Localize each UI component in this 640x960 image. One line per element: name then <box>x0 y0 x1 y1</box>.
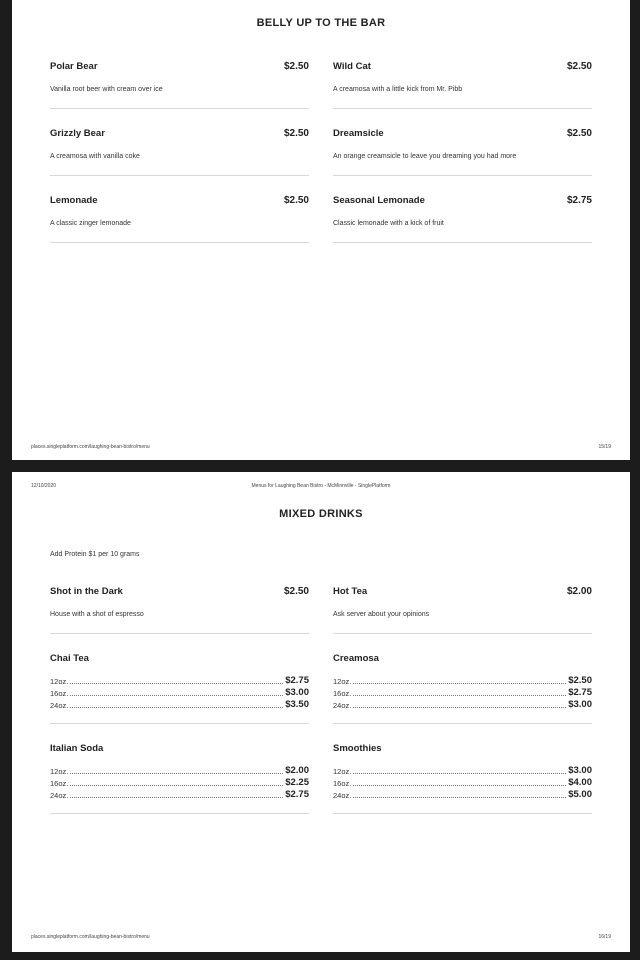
item-description: Classic lemonade with a kick of fruit <box>333 220 444 227</box>
dot-leader <box>70 707 283 708</box>
footer-url: places.singleplatform.com/laughing-bean-bistro/menu <box>31 444 150 450</box>
item-price: $2.75 <box>566 195 592 206</box>
divider <box>50 175 309 176</box>
divider <box>50 723 309 724</box>
sized-menu-item <box>50 653 309 727</box>
divider <box>50 813 309 814</box>
size-row <box>50 789 309 800</box>
size-label: 12oz. <box>333 677 352 686</box>
item-name: Dreamsicle <box>333 128 384 139</box>
item-name: Lemonade <box>50 195 98 206</box>
print-date: 12/10/2020 <box>31 483 57 489</box>
size-label: 16oz. <box>333 689 352 698</box>
size-price: $2.25 <box>285 777 309 788</box>
size-label: 24oz. <box>333 791 352 800</box>
item-price: $2.50 <box>566 61 592 72</box>
item-description: House with a shot of espresso <box>50 611 144 618</box>
size-label: 12oz. <box>50 767 69 776</box>
size-label: 16oz. <box>50 779 69 788</box>
size-row <box>333 687 592 698</box>
divider <box>333 813 592 814</box>
size-label: 24oz. <box>333 701 352 710</box>
size-label: 12oz. <box>50 677 69 686</box>
item-name: Creamosa <box>333 653 379 664</box>
sized-menu-item <box>50 743 309 817</box>
divider <box>333 633 592 634</box>
menu-page-15 <box>12 0 630 460</box>
item-name: Seasonal Lemonade <box>333 195 425 206</box>
dot-leader <box>353 785 566 786</box>
menu-item <box>50 61 309 111</box>
dot-leader <box>70 683 283 684</box>
item-description: An orange creamsicle to leave you dreaming you had more <box>333 153 517 160</box>
menu-item <box>333 128 592 178</box>
item-name: Chai Tea <box>50 653 89 664</box>
section-title: BELLY UP TO THE BAR <box>256 17 386 29</box>
item-price: $2.50 <box>283 586 309 597</box>
item-price: $2.50 <box>283 195 309 206</box>
item-description: A creamosa with vanilla coke <box>50 153 140 160</box>
dot-leader <box>70 785 283 786</box>
item-name: Hot Tea <box>333 586 368 597</box>
menu-item <box>50 128 309 178</box>
size-label: 24oz. <box>50 701 69 710</box>
item-price: $2.50 <box>566 128 592 139</box>
size-price: $3.00 <box>285 687 309 698</box>
size-price: $2.00 <box>285 765 309 776</box>
size-row <box>333 699 592 710</box>
item-name: Grizzly Bear <box>50 128 105 139</box>
size-row <box>333 777 592 788</box>
size-row <box>50 699 309 710</box>
size-price: $2.75 <box>285 675 309 686</box>
size-price: $3.50 <box>285 699 309 710</box>
dot-leader <box>70 773 283 774</box>
dot-leader <box>353 683 566 684</box>
item-price: $2.00 <box>566 586 592 597</box>
item-name: Shot in the Dark <box>50 586 123 597</box>
page-number: 15/19 <box>598 444 611 450</box>
item-name: Italian Soda <box>50 743 104 754</box>
divider <box>50 242 309 243</box>
dot-leader <box>70 797 283 798</box>
dot-leader <box>353 797 566 798</box>
size-row <box>50 675 309 686</box>
divider <box>333 175 592 176</box>
item-description: Ask server about your opinions <box>333 611 430 618</box>
menu-item <box>333 586 592 636</box>
size-price: $3.00 <box>568 765 592 776</box>
page-number: 16/19 <box>598 934 611 940</box>
menu-item <box>50 586 309 636</box>
item-description: A classic zinger lemonade <box>50 220 131 227</box>
divider <box>50 108 309 109</box>
size-row <box>50 777 309 788</box>
size-row <box>333 675 592 686</box>
size-price: $2.50 <box>568 675 592 686</box>
size-price: $3.00 <box>568 699 592 710</box>
item-price: $2.50 <box>283 128 309 139</box>
size-price: $4.00 <box>568 777 592 788</box>
size-row <box>50 765 309 776</box>
divider <box>333 723 592 724</box>
footer-url: places.singleplatform.com/laughing-bean-bistro/menu <box>31 934 150 940</box>
dot-leader <box>353 695 566 696</box>
divider <box>333 108 592 109</box>
size-row <box>333 765 592 776</box>
dot-leader <box>353 773 566 774</box>
size-row <box>333 789 592 800</box>
dot-leader <box>70 695 283 696</box>
menu-page-16 <box>12 472 630 952</box>
dot-leader <box>353 707 566 708</box>
item-name: Wild Cat <box>333 61 371 72</box>
sized-menu-item <box>333 743 592 817</box>
divider <box>50 633 309 634</box>
divider <box>333 242 592 243</box>
print-header-title: Menus for Laughing Bean Bistro - McMinnville - SinglePlatform <box>251 483 391 489</box>
section-note: Add Protein $1 per 10 grams <box>50 551 140 558</box>
item-name: Smoothies <box>333 743 382 754</box>
size-price: $2.75 <box>285 789 309 800</box>
size-label: 24oz. <box>50 791 69 800</box>
size-label: 16oz. <box>50 689 69 698</box>
item-name: Polar Bear <box>50 61 98 72</box>
section-title: MIXED DRINKS <box>279 508 363 520</box>
item-price: $2.50 <box>283 61 309 72</box>
sized-menu-item <box>333 653 592 727</box>
size-price: $2.75 <box>568 687 592 698</box>
menu-item <box>333 195 592 245</box>
size-label: 16oz. <box>333 779 352 788</box>
item-description: A creamosa with a little kick from Mr. Pibb <box>333 86 463 93</box>
size-price: $5.00 <box>568 789 592 800</box>
menu-item <box>333 61 592 111</box>
menu-item <box>50 195 309 245</box>
size-row <box>50 687 309 698</box>
size-label: 12oz. <box>333 767 352 776</box>
item-description: Vanilla root beer with cream over ice <box>50 86 163 93</box>
